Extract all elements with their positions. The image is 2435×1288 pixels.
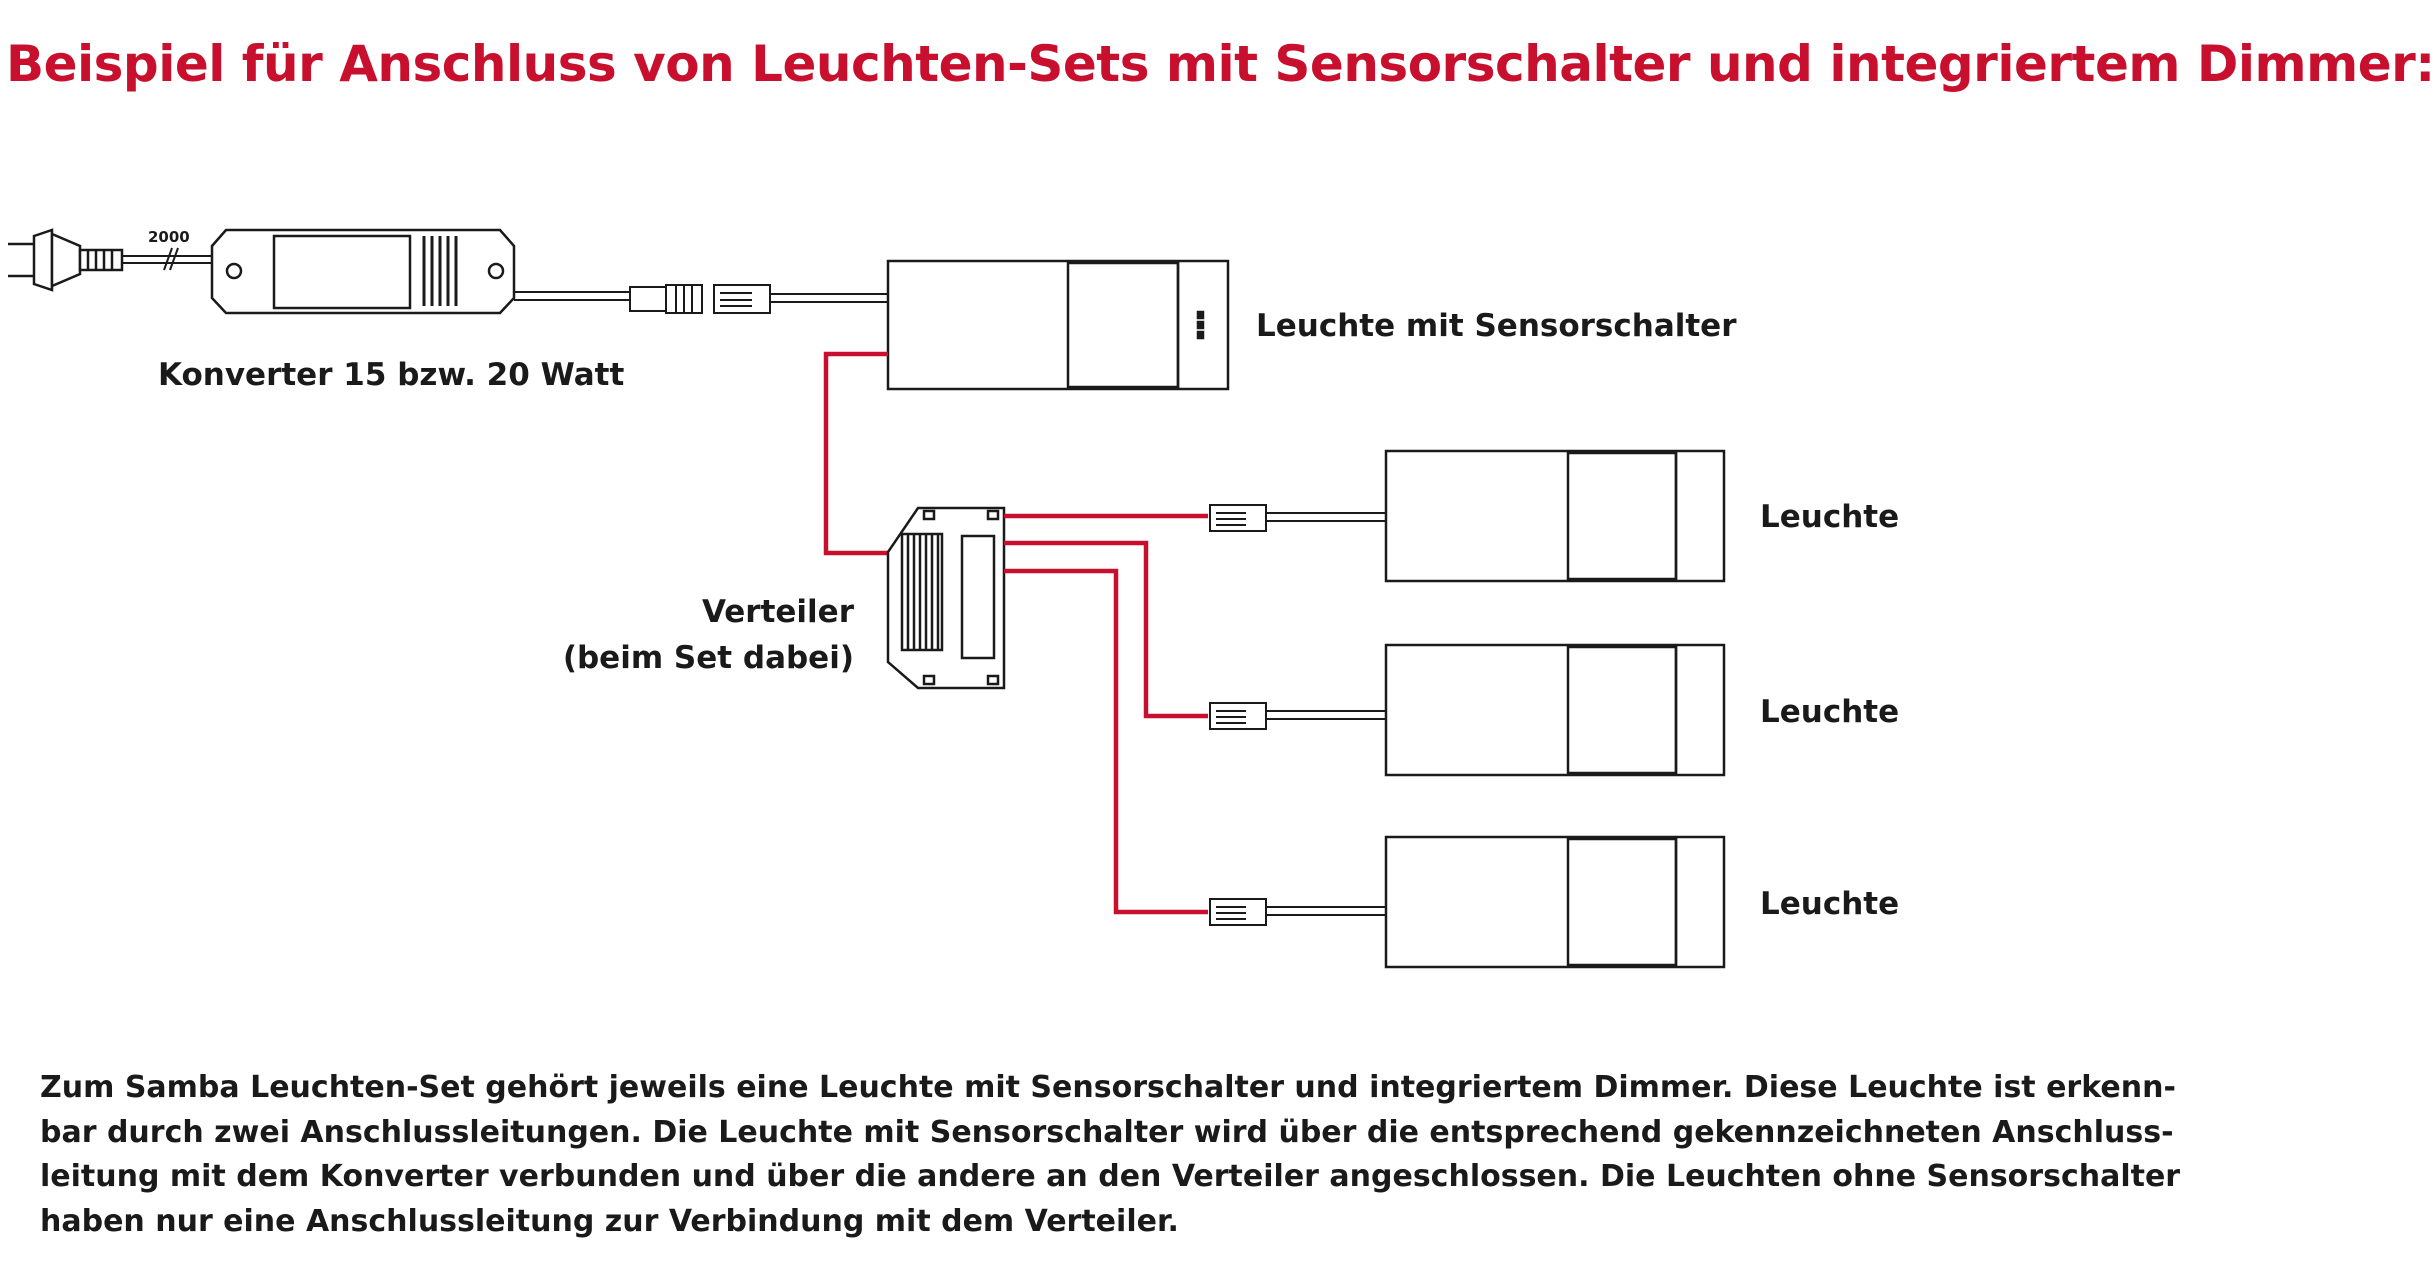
light-3-connector-icon — [1210, 899, 1266, 925]
description-line: haben nur eine Anschlussleitung zur Verbindung mit dem Verteiler. — [40, 1203, 1179, 1239]
description-line: Zum Samba Leuchten-Set gehört jeweils eine Leuchte mit Sensorschalter und integriertem Dimmer. Diese Leuchte ist erkenn- — [40, 1070, 2176, 1105]
description-paragraph — [40, 1066, 2181, 1244]
distributor-sublabel: (beim Set dabei) — [562, 640, 854, 676]
light-3-cable — [1266, 907, 1386, 915]
sensor-light-label: Leuchte mit Sensorschalter — [1256, 308, 1737, 344]
distributor-output-wires — [1004, 516, 1208, 912]
light-3-label: Leuchte — [1760, 886, 1900, 922]
light-2-icon — [1386, 645, 1724, 775]
light-2-label: Leuchte — [1760, 694, 1900, 730]
converter-label: Konverter 15 bzw. 20 Watt — [158, 357, 625, 393]
mains-cable — [122, 248, 212, 270]
converter-icon — [212, 230, 514, 313]
page-title: Beispiel für Anschluss von Leuchten-Sets mit Sensorschalter und integriertem Dimmer: — [6, 35, 2435, 93]
cable-length-label: 2000 — [148, 228, 190, 246]
sensor-to-distributor-wire — [826, 354, 888, 553]
light-3-icon — [1386, 837, 1724, 967]
light-2-connector-icon — [1210, 703, 1266, 729]
converter-output-cable — [514, 292, 632, 300]
wire-to-light-3 — [1004, 571, 1208, 912]
distributor-icon — [888, 508, 1004, 688]
light-1-connector-icon — [1210, 505, 1266, 531]
light-1-icon — [1386, 451, 1724, 581]
light-2-cable — [1266, 711, 1386, 719]
sensor-light-icon — [888, 261, 1228, 389]
description-line: bar durch zwei Anschlussleitungen. Die Leuchte mit Sensorschalter wird über die entsprechend gekennzeichneten Anschluss- — [40, 1114, 2174, 1150]
power-plug-icon — [8, 230, 122, 290]
description-line: leitung mit dem Konverter verbunden und über die andere an den Verteiler angeschlossen. Die Leuchten ohne Sensorschalter — [40, 1159, 2181, 1194]
light-1-label: Leuchte — [1760, 499, 1900, 535]
sensor-light-input-cable — [770, 294, 888, 302]
plug-connector-icon — [630, 285, 770, 313]
distributor-label: Verteiler — [701, 594, 854, 630]
light-1-cable — [1266, 513, 1386, 521]
